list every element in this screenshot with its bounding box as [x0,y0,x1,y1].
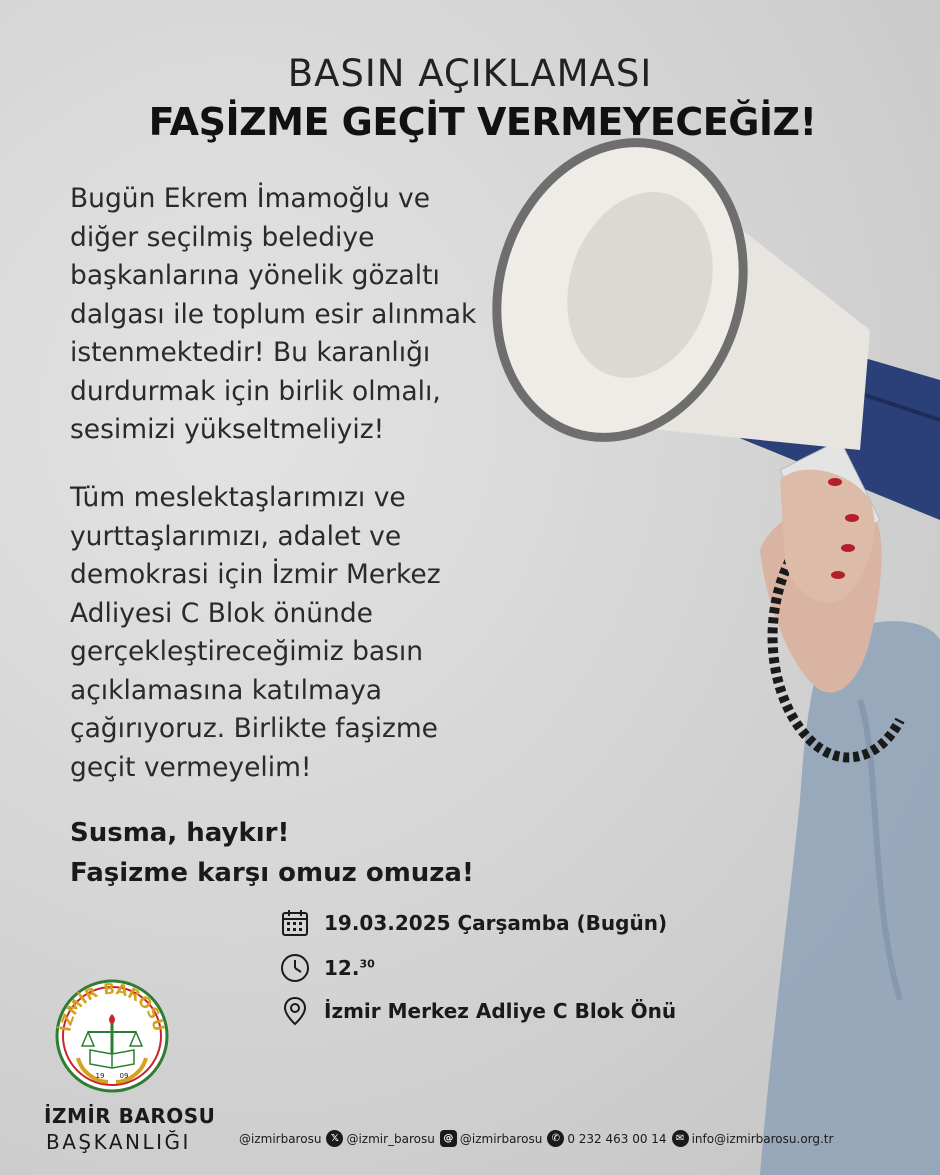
footer-threads[interactable] [440,1130,542,1147]
email-icon: ✉ [672,1130,689,1147]
event-time-hour: 12. [324,956,360,980]
instagram-handle: @izmirbarosu [239,1131,322,1146]
body-paragraph-1: Bugün Ekrem İmamoğlu ve diğer seçilmiş belediye başkanlarına yönelik gözaltı dalgası ile toplum esir alınmak istenmektedir! Bu karanlığı durdurmak için birlik olmalı, sesimizi yükseltmeliyiz! [70,183,477,445]
event-date-row [280,908,667,938]
threads-icon: @ [440,1130,457,1147]
calendar-icon [280,908,310,938]
x-icon: 𝕏 [326,1130,343,1147]
logo-arc-text: İZMİR BAROSU [56,979,168,1034]
event-location: İzmir Merkez Adliye C Blok Önü [324,999,677,1023]
organization-subtitle: BAŞKANLIĞI [46,1130,191,1154]
slogan-line-1: Susma, haykır! [70,818,290,848]
event-time-row [280,953,375,983]
event-time-minute: 30 [359,957,375,971]
phone-icon: ✆ [547,1130,564,1147]
body-paragraph-2: Tüm meslektaşlarımızı ve yurttaşlarımızı, adalet ve demokrasi için İzmir Merkez Adliyesi C Blok önünde gerçekleştireceğimiz basın açıklamasına katılmaya çağırıyoruz. Birlikte faşizme geçit vermeyelim! [70,482,441,783]
logo-year-right: 09 [119,1072,129,1080]
footer-phone[interactable] [547,1130,666,1147]
footer-email[interactable] [672,1130,834,1147]
x-handle: @izmir_barosu [346,1131,435,1146]
location-pin-icon [280,996,310,1026]
threads-handle: @izmirbarosu [459,1131,543,1146]
sleeve [760,621,940,1175]
email-address: info@izmirbarosu.org.tr [691,1131,834,1146]
event-time [324,956,375,980]
event-date: 19.03.2025 Çarşamba (Bugün) [324,911,668,935]
slogan-line-2: Faşizme karşı omuz omuza! [70,858,474,888]
izmir-barosu-logo [42,978,182,1096]
footer-instagram[interactable] [239,1132,321,1146]
clock-icon [280,953,310,983]
logo-year-left: 19 [95,1072,105,1080]
main-title: FAŞİZME GEÇİT VERMEYECEĞİZ! [148,100,817,144]
footer-x[interactable] [326,1130,434,1147]
phone-number: 0 232 463 00 14 [567,1131,667,1146]
event-location-row [280,996,676,1026]
press-release-heading: BASIN AÇIKLAMASI [287,52,653,95]
contact-footer [239,1130,838,1147]
organization-name: İZMİR BAROSU [44,1104,216,1128]
